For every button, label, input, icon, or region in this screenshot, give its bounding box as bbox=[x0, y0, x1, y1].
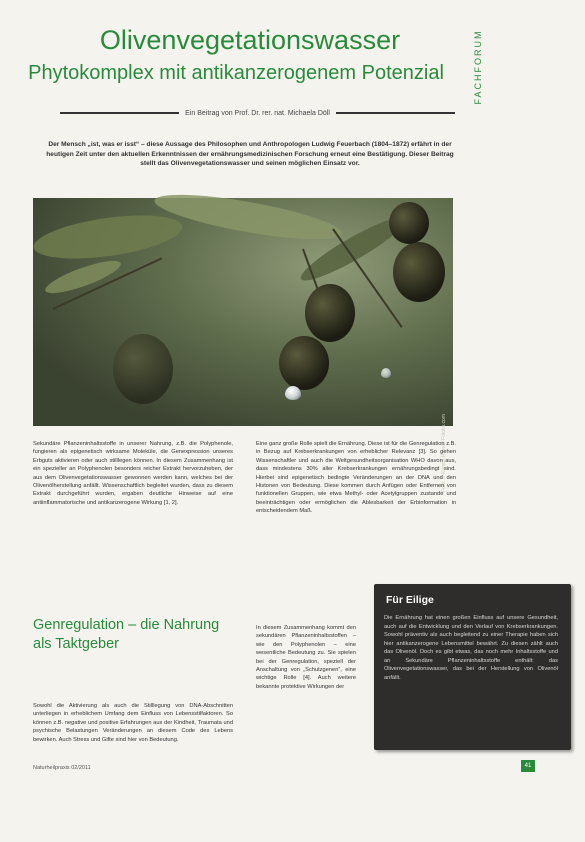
olive-shape bbox=[279, 336, 329, 390]
summary-box bbox=[374, 584, 571, 750]
byline-rule-left bbox=[60, 112, 179, 114]
column-text: In diesem Zusammenhang kommt den sekundären Pflanzeninhaltsstoffen – wie den Polyphenolen – eine wesentliche Bedeutung zu. Sie spielen bei der Genregulation, speziell der Anschaltung von „Schutzgenen“, eine wichtige Rolle [4]. Auch weitere bekannte protektive Wirkungen der bbox=[256, 625, 356, 690]
article-subtitle: Phytokomplex mit antikanzerogenem Potenzial bbox=[28, 62, 444, 84]
photo-credit: Foto: © Kerstin Rinne / Fotolia.com bbox=[441, 414, 447, 492]
byline: Ein Beitrag von Prof. Dr. rer. nat. Michaela Döll bbox=[185, 109, 330, 117]
summary-box-text: Die Ernährung hat einen großen Einfluss auf unsere Gesundheit, auch auf die Entwicklung und den Verlauf von Krebserkrankungen. Sowohl präventiv als auch begleitend zu einer Therapie haben sich hier antikanzerogene Lebensmittel bewährt. Zu diesen zählt auch das Olivenöl. Doch es gibt etwas, das noch mehr Inhaltsstoffe und an Sekundäre Pflanzeninhaltsstoffe enthält: das Olivenvegetationswasser, das bei der Herstellung von Olivenöl anfällt. bbox=[384, 615, 558, 681]
rubric-label: FACHFORUM bbox=[473, 29, 483, 105]
page-number: 41 bbox=[521, 760, 535, 772]
intro-text: Der Mensch „ist, was er isst“ – diese Aussage des Philosophen und Anthropologen Ludwig Feuerbach (1804–1872) erfährt in der heutigen Zeit unter den aktuellen Erkenntnissen der ernährungsmedizinischen Forschung erneut eine Bestätigung. Dieser Beitrag stellt das Olivenvegetationswasser und seinen möglichen Einsatz vor. bbox=[46, 141, 454, 168]
article-title: Olivenvegetationswasser bbox=[99, 25, 401, 55]
water-drop-shape bbox=[285, 386, 301, 400]
column-text: Eine ganz große Rolle spielt die Ernährung. Diese ist für die Genregulation z.B. in Bezug auf Krebserkrankungen von erheblicher Relevanz [3]. So gehen Wissenschaftler und auch die Weltgesundheitsorganisation WHO davon aus, dass mindestens 30% aller Krebserkrankungen ernährungsbedingt sind. Hierbei sind epigenetisch bedingte Veränderungen an der DNA und den Histonen von Bedeutung. Diese kommen durch Anfügen oder Entfernen von funktionellen Gruppen, wie etwa Methyl- oder Acetylgruppen zustande und beeinträchtigen oder ermöglichen die Ablesbarkeit der Erbinformation in entscheidendem Maß. bbox=[256, 441, 456, 515]
section-heading: Genregulation – die Nahrung als Taktgeber bbox=[33, 617, 220, 652]
summary-box-title: Für Eilige bbox=[386, 594, 434, 606]
olive-shape bbox=[113, 334, 173, 404]
water-drop-shape bbox=[381, 368, 391, 378]
olive-shape bbox=[389, 202, 429, 244]
leaf-shape bbox=[152, 186, 344, 249]
byline-row bbox=[60, 106, 455, 120]
footer-journal: Naturheilpraxis 02/2011 bbox=[33, 765, 91, 771]
olive-shape bbox=[305, 284, 355, 342]
column-text: Sowohl die Aktivierung als auch die Stilllegung von DNA-Abschnitten unterliegen in erheblichem Umfang dem Einfluss von Lebensstilfaktoren. So können z.B. negative und positive Erfahrungen aus der Kindheit, Traumata und psychische Belastungen Veränderungen an diesem Code des Lebens bewirken. Auch Stress und Gifte sind hier von Bedeutung. bbox=[33, 703, 233, 743]
byline-rule-right bbox=[336, 112, 455, 114]
column-text: Sekundäre Pflanzeninhaltsstoffe in unserer Nahrung, z.B. die Polyphenole, fungieren als epigenetisch wirksame Moleküle, die Genexpression unseres Erbguts aktivieren oder auch stilllegen können. In diesem Zusammenhang ist ein spezieller an Polyphenolen besonders reicher Extrakt hervorzuheben, der aus dem Olivenvegetationswasser gewonnen werden kann, welches bei der Olivenölherstellung anfällt. Wissenschaftlich begleitet wurden, dass zu diesem Extrakt durchgeführt wurden, ergaben deutliche Hinweise auf eine antiinflammatorische und antikanzerogene Wirkung [1, 2]. bbox=[33, 441, 233, 506]
olive-shape bbox=[393, 242, 445, 302]
